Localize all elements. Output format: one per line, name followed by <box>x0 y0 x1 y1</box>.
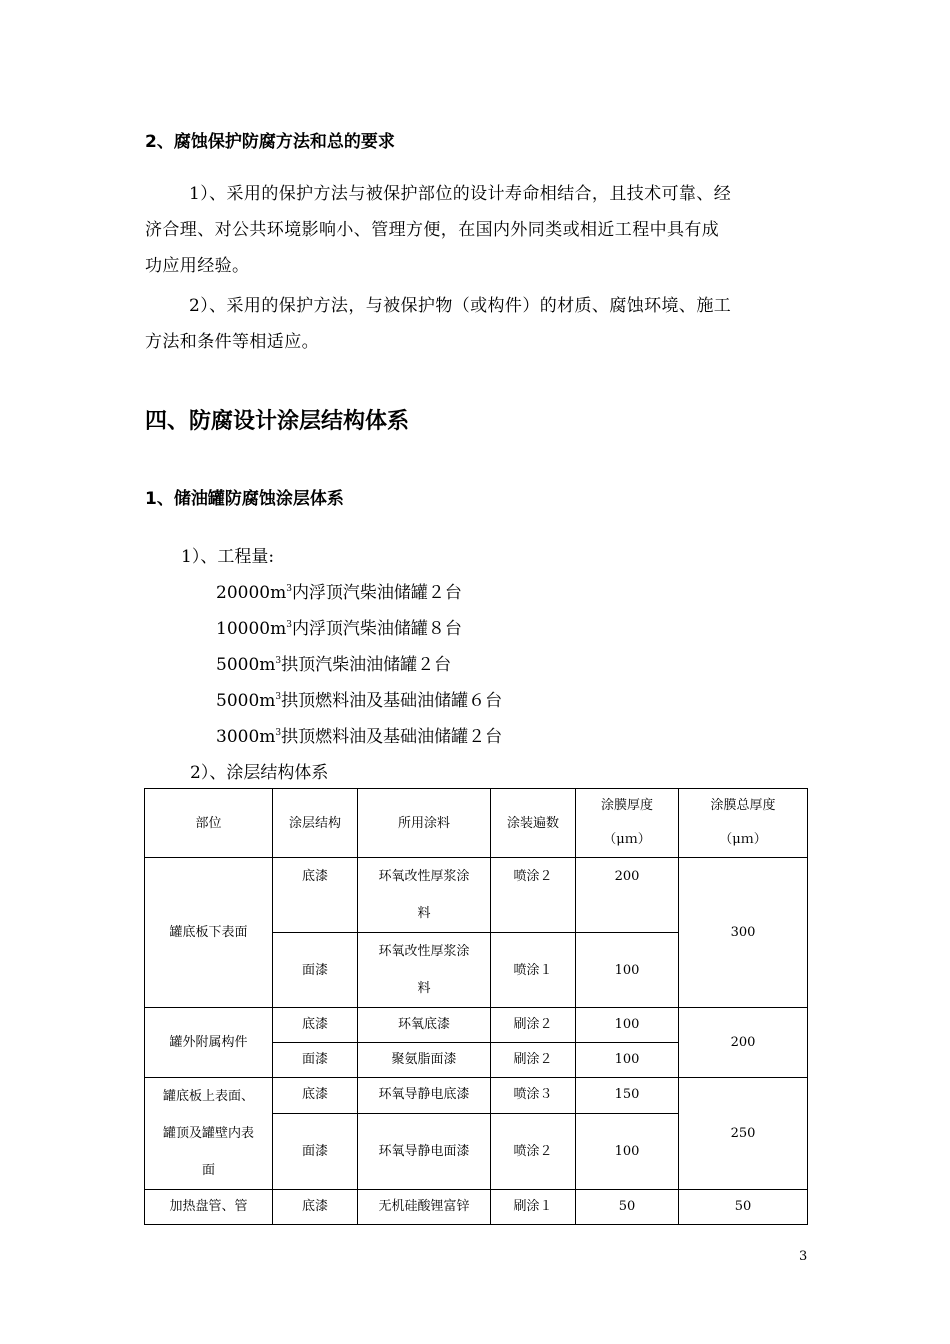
cell-structure: 底漆 <box>273 1008 358 1043</box>
paragraph-2-line-1: 2）、采用的保护方法，与被保护物（或构件）的材质、腐蚀环境、施工 <box>189 296 732 316</box>
table-row <box>145 858 808 933</box>
tank-item: $10000m^3$内浮顶汽柴油储罐８台 <box>216 619 462 639</box>
header-part: 部位 <box>145 789 273 858</box>
table-row <box>145 1078 808 1114</box>
table-header-row <box>145 789 808 858</box>
section-2-heading: 2、腐蚀保护防腐方法和总的要求 <box>145 132 395 152</box>
header-structure: 涂层结构 <box>273 789 358 858</box>
coating-structure-title: 2）、涂层结构体系 <box>190 763 329 783</box>
cell-thickness: 50 <box>576 1190 679 1225</box>
coating-table <box>144 788 808 1225</box>
cell-paint: 聚氨脂面漆 <box>358 1043 491 1078</box>
cell-total-thickness: 200 <box>679 1008 808 1078</box>
cell-paint: 环氧导静电面漆 <box>358 1113 491 1189</box>
header-paint: 所用涂料 <box>358 789 491 858</box>
table-row <box>145 1190 808 1225</box>
cell-paint: 环氧底漆 <box>358 1008 491 1043</box>
cell-thickness: 200 <box>576 858 679 933</box>
cell-passes: 喷涂２ <box>491 858 576 933</box>
tank-item: $20000m^3$内浮顶汽柴油储罐２台 <box>216 583 462 603</box>
table-row <box>145 1008 808 1043</box>
paragraph-1-line-2: 济合理、对公共环境影响小、管理方便，在国内外同类或相近工程中具有成 <box>145 220 720 240</box>
cell-thickness: 100 <box>576 1113 679 1189</box>
cell-passes: 喷涂２ <box>491 1113 576 1189</box>
header-passes: 涂装遍数 <box>491 789 576 858</box>
cell-thickness: 100 <box>576 1008 679 1043</box>
cell-paint: 环氧改性厚浆涂 料 <box>358 858 491 933</box>
cell-part: 罐底板上表面、 罐顶及罐壁内表 面 <box>145 1078 273 1190</box>
cell-part: 罐底板下表面 <box>145 858 273 1008</box>
cell-thickness: 100 <box>576 1043 679 1078</box>
cell-total-thickness: 250 <box>679 1078 808 1190</box>
cell-passes: 喷涂３ <box>491 1078 576 1114</box>
cell-paint: 无机硅酸锂富锌 <box>358 1190 491 1225</box>
paragraph-2-line-2: 方法和条件等相适应。 <box>145 332 319 352</box>
tank-item: $5000m^3$拱顶汽柴油油储罐２台 <box>216 655 452 675</box>
cell-structure: 底漆 <box>273 858 358 933</box>
cell-thickness: 150 <box>576 1078 679 1114</box>
cell-structure: 面漆 <box>273 1113 358 1189</box>
header-total-thickness: 涂膜总厚度 （μｍ） <box>679 789 808 858</box>
tank-item: $3000m^3$拱顶燃料油及基础油储罐２台 <box>216 727 503 747</box>
cell-part: 罐外附属构件 <box>145 1008 273 1078</box>
cell-thickness: 100 <box>576 933 679 1008</box>
cell-part: 加热盘管、管 <box>145 1190 273 1225</box>
cell-passes: 刷涂２ <box>491 1008 576 1043</box>
tank-item: $5000m^3$拱顶燃料油及基础油储罐６台 <box>216 691 503 711</box>
cell-passes: 刷涂２ <box>491 1043 576 1078</box>
paragraph-2 <box>145 288 731 360</box>
cell-passes: 喷涂１ <box>491 933 576 1008</box>
cell-total-thickness: 300 <box>679 858 808 1008</box>
cell-total-thickness: 50 <box>679 1190 808 1225</box>
paragraph-1-line-3: 功应用经验。 <box>145 256 250 276</box>
cell-structure: 面漆 <box>273 933 358 1008</box>
header-thickness: 涂膜厚度 （μｍ） <box>576 789 679 858</box>
quantity-title: 1）、工程量: <box>181 547 275 567</box>
cell-structure: 面漆 <box>273 1043 358 1078</box>
cell-structure: 底漆 <box>273 1078 358 1114</box>
paragraph-1 <box>145 176 731 284</box>
subsection-1-heading: 1、储油罐防腐蚀涂层体系 <box>145 489 344 509</box>
cell-structure: 底漆 <box>273 1190 358 1225</box>
paragraph-1-line-1: 1）、采用的保护方法与被保护部位的设计寿命相结合，且技术可靠、经 <box>189 184 732 204</box>
page-number: 3 <box>799 1249 808 1264</box>
cell-paint: 环氧导静电底漆 <box>358 1078 491 1114</box>
cell-passes: 刷涂１ <box>491 1190 576 1225</box>
chapter-4-heading: 四、防腐设计涂层结构体系 <box>145 409 410 434</box>
cell-paint: 环氧改性厚浆涂 料 <box>358 933 491 1008</box>
